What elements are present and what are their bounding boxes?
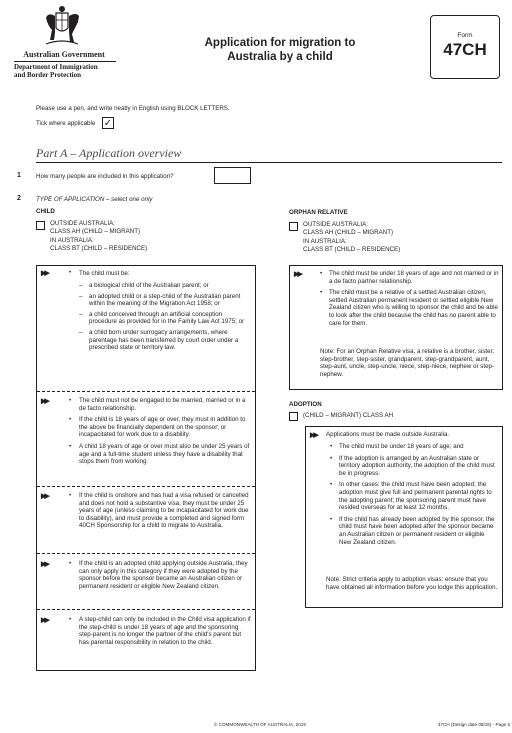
double-arrow-icon: ▶▶: [41, 617, 48, 624]
orphan-heading: ORPHAN RELATIVE: [289, 209, 348, 216]
double-arrow-icon: ▶▶: [41, 270, 48, 277]
list-item: [69, 397, 251, 412]
child-s1-item-2: an adopted child or a step-child of the Australian parent within the meaning of the Migration Act 1958; or: [89, 292, 241, 308]
child-s2-item-2: If the child is 18 years of age or over, they must in addition to the above be financially dependent on the sponsor; or incapacitated for work due to a disability.: [79, 416, 246, 439]
list-item: [320, 289, 500, 327]
bullet-icon: •: [69, 560, 72, 567]
bullet-icon: •: [330, 443, 333, 450]
child-s2-item-3: A child 18 years of age or over must also be under 25 years of age and a full-time student unless they have a disability that stops them from working.: [79, 442, 250, 466]
list-item: [330, 516, 498, 546]
dash-icon: –: [79, 292, 83, 300]
bullet-icon: •: [330, 454, 333, 462]
part-a-rule: [36, 162, 502, 163]
coat-of-arms-icon: [38, 4, 86, 48]
tick-example-box: [102, 117, 114, 129]
child-s1-list: [79, 282, 249, 352]
bullet-icon: •: [320, 289, 323, 297]
list-item: [69, 616, 251, 646]
double-arrow-icon: ▶▶: [41, 493, 48, 500]
bullet-icon: •: [69, 416, 72, 424]
child-line3: IN AUSTRALIA:: [50, 237, 94, 245]
list-item: [79, 282, 249, 290]
checkmark-icon: ✓: [103, 118, 113, 129]
child-section-5: [69, 616, 251, 646]
child-line2: CLASS AH (CHILD – MIGRANT): [50, 227, 141, 235]
divider: [37, 553, 255, 554]
child-s3-item-1: If the child is onshore and has had a visa refused or cancelled and does not hold a substantive visa, they must be under 25 years of age (unless claiming to be incapacitated for work due to disability), and must provide a completed and signed form 40CH Sponsorship for a child to migrate to Australia.: [79, 492, 249, 530]
list-item: [69, 443, 251, 466]
adoption-lead: Applications must be made outside Australia.: [326, 431, 450, 438]
list-item: [79, 293, 249, 308]
question-2-number: 2: [17, 195, 21, 202]
question-1-number: 1: [17, 172, 21, 179]
child-heading: CHILD: [36, 208, 55, 215]
bullet-icon: •: [320, 270, 323, 277]
form-title-line2: Australia by a child: [227, 51, 333, 63]
list-item: [69, 560, 251, 590]
list-item: [320, 270, 500, 285]
list-item: [69, 492, 251, 530]
adoption-item-1: The child must be under 18 years of age; and: [339, 443, 464, 450]
child-criteria-panel: [36, 265, 256, 671]
dash-icon: –: [79, 328, 83, 336]
question-2-label: TYPE OF APPLICATION – select one only: [36, 196, 153, 203]
bullet-icon: •: [69, 397, 72, 404]
divider: [37, 391, 255, 392]
double-arrow-icon: ▶▶: [310, 432, 317, 439]
page-info: 47CH (Design date 08/15) - Page 5: [438, 722, 511, 727]
child-s2-item-1: The child must not be engaged to be married, married or in a de facto relationship.: [79, 397, 246, 412]
bullet-icon: •: [330, 515, 333, 523]
divider: [37, 609, 255, 610]
form-title-line1: Application for migration to: [204, 37, 356, 49]
adoption-item-4: If the child has already been adopted by the sponsor, the child must have been adopted after the sponsor became an Australian citizen or permanent resident or eligible New Zealand citizen.: [339, 515, 495, 546]
part-a-title: Part A – Application overview: [36, 146, 182, 160]
child-s1-item-1: a biological child of the Australian parent; or: [89, 282, 209, 289]
form-title: [185, 36, 375, 64]
header-rule: [14, 61, 116, 62]
dash-icon: –: [79, 282, 83, 289]
department-name-line2: and Border Protection: [14, 71, 82, 79]
child-s1-lead: The child must be:: [79, 270, 130, 277]
child-checkbox[interactable]: [36, 221, 45, 230]
applicant-count-input[interactable]: [214, 167, 251, 184]
orphan-checkbox[interactable]: [289, 222, 298, 231]
divider: [37, 486, 255, 487]
orphan-item-2: The child must be a relative of a settled Australian citizen, settled Australian permanent resident or settled eligible New Zealand citizen who is willing to sponsor the child and be able to look after the child because the child has no parent able to care for them.: [329, 289, 498, 327]
form-number-box: [430, 15, 500, 79]
list-item: [69, 416, 251, 439]
double-arrow-icon: ▶▶: [41, 561, 48, 568]
tick-instruction: Tick where applicable: [36, 120, 96, 127]
orphan-criteria-panel: [289, 265, 503, 390]
list-item: [330, 443, 498, 451]
question-1-text: How many people are included in this application?: [36, 173, 174, 180]
orphan-list: [320, 270, 500, 327]
department-name-line1: Department of Immigration: [14, 63, 98, 71]
child-section-2: [69, 397, 251, 466]
bullet-icon: •: [69, 442, 72, 450]
adoption-class-text: (CHILD – MIGRANT) CLASS AH: [303, 412, 394, 419]
list-item: [330, 481, 498, 511]
adoption-heading: ADOPTION: [289, 401, 322, 408]
list-item: [330, 455, 498, 478]
adoption-checkbox[interactable]: [289, 412, 298, 421]
child-class-text: [50, 220, 147, 252]
adoption-note: Note: Strict criteria apply to adoption visas: ensure that you have obtained all information before you lodge this application.: [326, 576, 498, 591]
adoption-item-3: In other cases: the child must have been adopted; the adoption must give full and permanent parental rights to the adopting parent; the sponsoring parent must have resided overseas for at least 12 months.: [339, 481, 492, 512]
orphan-class-text: [303, 221, 400, 253]
child-line1: OUTSIDE AUSTRALIA:: [50, 220, 115, 227]
child-line4: CLASS BT (CHILD – RESIDENCE): [50, 244, 148, 252]
copyright-text: © COMMONWEALTH OF AUSTRALIA, 2015: [214, 722, 306, 727]
child-section-3: [69, 492, 251, 530]
dash-icon: –: [79, 310, 83, 318]
orphan-line3: IN AUSTRALIA:: [303, 238, 347, 246]
instructions-text: Please use a pen, and write neatly in English using BLOCK LETTERS.: [36, 105, 230, 112]
list-item: [79, 311, 249, 326]
orphan-line2: CLASS AH (CHILD – MIGRANT): [303, 228, 394, 236]
double-arrow-icon: ▶▶: [41, 398, 48, 405]
child-s5-item-1: A step-child can only be included in the Child visa application if the step-child is under 18 years of age and the sponsoring step-parent is no longer the partner of the child's parent but has parental responsibility in relation to the child.: [79, 616, 251, 646]
child-s4-item-1: If the child is an adopted child applying outside Australia, they can only apply in this category if they were adopted by the sponsor before the sponsor became an Australian citizen or permanent resident or eligible New Zealand citizen.: [79, 560, 248, 590]
child-s1-item-3: a child conceived through an artificial conception procedure as provided for in the Family Law Act 1975; or: [89, 310, 245, 326]
child-s1-item-4: a child born under surrogacy arrangements, where parentage has been transferred by court order under a prescribed state or territory law.: [89, 328, 239, 352]
adoption-list: [330, 443, 498, 546]
bullet-icon: •: [69, 492, 72, 499]
double-arrow-icon: ▶▶: [294, 271, 301, 278]
orphan-line1: OUTSIDE AUSTRALIA:: [303, 221, 368, 228]
bullet-icon: •: [69, 270, 72, 276]
government-name: Australian Government: [23, 50, 105, 59]
adoption-criteria-panel: [305, 426, 503, 608]
form-number: 47CH: [443, 40, 487, 59]
orphan-note: Note: For an Orphan Relative visa, a relative is a brother, sister, step-brother, step-sister, grandparent, step-grandparent, aunt, step-aunt, uncle, step-uncle, niece, step-niece, nephew or step-nephew.: [320, 348, 495, 378]
bullet-icon: •: [69, 616, 72, 623]
orphan-line4: CLASS BT (CHILD – RESIDENCE): [303, 245, 401, 253]
form-label: Form: [457, 32, 473, 39]
orphan-item-1: The child must be under 18 years of age and not married or in a de facto partner relationship.: [329, 270, 499, 285]
bullet-icon: •: [330, 481, 333, 489]
adoption-item-2: If the adoption is arranged by an Australian state or territory adoption authority, the adoption of the child must be in progress.: [339, 454, 495, 477]
list-item: [79, 329, 249, 352]
child-section-4: [69, 560, 251, 590]
question-2-text: [36, 196, 152, 204]
